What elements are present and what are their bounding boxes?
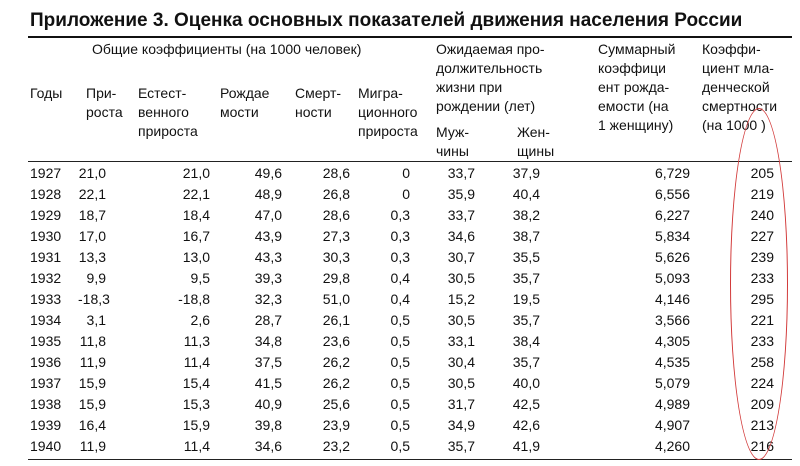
year-cell: 1931 [30,249,62,265]
women-life-cell: 40,4 [512,186,540,202]
births-cell: 39,3 [254,270,282,286]
births-header: Рождае мости [220,85,270,120]
migration-cell: 0,5 [390,354,410,370]
natural-growth-cell: 16,7 [182,228,210,244]
year-cell: 1927 [30,165,62,181]
year-cell: 1935 [30,333,62,349]
men-life-cell: 30,7 [447,249,475,265]
deaths-cell: 51,0 [322,291,350,307]
growth-cell: 11,8 [79,333,106,349]
migration-cell: 0 [402,186,410,202]
births-cell: 49,6 [254,165,282,181]
births-cell: 28,7 [254,312,282,328]
growth-cell: 22,1 [78,186,106,202]
fertility-cell: 6,227 [654,207,690,223]
natural-growth-cell: 13,0 [182,249,210,265]
deaths-cell: 29,8 [322,270,350,286]
fertility-cell: 4,989 [654,396,690,412]
growth-cell: 11,9 [79,354,106,370]
deaths-header: Смерт- ности [295,85,342,120]
deaths-cell: 26,2 [322,375,350,391]
infant-mortality-cell: 213 [750,417,774,433]
year-cell: 1937 [30,375,62,391]
growth-cell: 16,4 [78,417,106,433]
fertility-cell: 5,093 [654,270,690,286]
men-life-cell: 30,5 [447,270,475,286]
deaths-cell: 28,6 [322,165,350,181]
deaths-cell: 25,6 [322,396,350,412]
deaths-cell: 26,2 [322,354,350,370]
year-cell: 1932 [30,270,62,286]
women-life-cell: 37,9 [512,165,540,181]
migration-cell: 0,5 [390,375,410,391]
infant-mortality-cell: 239 [750,249,774,265]
women-life-cell: 38,2 [512,207,540,223]
fertility-cell: 3,566 [654,312,690,328]
growth-cell: 18,7 [78,207,106,223]
year-cell: 1930 [30,228,62,244]
fertility-cell: 4,146 [654,291,690,307]
infant-mortality-cell: 295 [750,291,774,307]
women-header: Жен- щины [517,124,555,159]
fertility-cell: 4,535 [654,354,690,370]
fertility-cell: 4,907 [654,417,690,433]
migration-cell: 0 [402,165,410,181]
infant-mortality-cell: 258 [750,354,774,370]
deaths-cell: 27,3 [322,228,350,244]
fertility-cell: 6,556 [654,186,690,202]
deaths-cell: 28,6 [322,207,350,223]
natural-growth-cell: 18,4 [182,207,210,223]
year-cell: 1940 [30,438,62,454]
women-life-cell: 35,7 [512,312,540,328]
natural-growth-cell: 15,3 [182,396,210,412]
migration-cell: 0,5 [390,333,410,349]
fertility-cell: 6,729 [654,165,690,181]
migration-cell: 0,5 [390,312,410,328]
growth-cell: 13,3 [78,249,106,265]
men-life-cell: 35,9 [447,186,475,202]
infant-mortality-cell: 219 [750,186,774,202]
migration-cell: 0,3 [390,228,410,244]
deaths-cell: 26,8 [322,186,350,202]
natural-growth-cell: 11,3 [183,333,210,349]
men-life-cell: 31,7 [447,396,475,412]
men-header: Муж- чины [436,124,470,159]
men-life-cell: 34,6 [447,228,475,244]
life-expectancy-header: Ожидаемая про- должительность жизни при рождении (лет) [436,41,545,114]
natural-growth-cell: 2,6 [190,312,210,328]
women-life-cell: 35,5 [512,249,540,265]
migration-cell: 0,4 [390,291,410,307]
natural-growth-cell: 22,1 [182,186,210,202]
growth-header: При- роста [86,85,123,120]
growth-cell: 11,9 [79,438,106,454]
growth-cell: 17,0 [78,228,106,244]
men-life-cell: 35,7 [447,438,475,454]
men-life-cell: 15,2 [447,291,475,307]
page-title: Приложение 3. Оценка основных показателей движения населения России [30,10,743,31]
fertility-cell: 5,079 [654,375,690,391]
men-life-cell: 30,5 [447,375,475,391]
women-life-cell: 38,4 [512,333,540,349]
deaths-cell: 23,6 [322,333,350,349]
men-life-cell: 30,5 [447,312,475,328]
infant-mortality-cell: 227 [750,228,774,244]
fertility-cell: 4,260 [654,438,690,454]
women-life-cell: 35,7 [512,354,540,370]
year-cell: 1928 [30,186,62,202]
births-cell: 40,9 [254,396,282,412]
fertility-cell: 5,626 [654,249,690,265]
births-cell: 41,5 [254,375,282,391]
growth-cell: -18,3 [78,291,110,307]
deaths-cell: 26,1 [322,312,350,328]
deaths-cell: 30,3 [322,249,350,265]
year-cell: 1938 [30,396,62,412]
general-coefficients-header: Общие коэффициенты (на 1000 человек) [92,41,362,57]
year-cell: 1934 [30,312,62,328]
year-cell: 1939 [30,417,62,433]
migration-cell: 0,3 [390,249,410,265]
men-life-cell: 34,9 [447,417,475,433]
women-life-cell: 19,5 [512,291,540,307]
natural-growth-header: Естест- венного прироста [138,85,198,139]
women-life-cell: 42,5 [512,396,540,412]
men-life-cell: 33,7 [447,207,475,223]
natural-growth-cell: -18,8 [178,291,210,307]
women-life-cell: 42,6 [512,417,540,433]
growth-cell: 21,0 [78,165,106,181]
infant-mortality-cell: 209 [750,396,774,412]
year-cell: 1936 [30,354,62,370]
deaths-cell: 23,2 [322,438,350,454]
year-cell: 1933 [30,291,62,307]
births-cell: 34,8 [254,333,282,349]
deaths-cell: 23,9 [322,417,350,433]
infant-mortality-cell: 205 [750,165,774,181]
migration-cell: 0,5 [390,396,410,412]
migration-cell: 0,4 [390,270,410,286]
years-header: Годы [30,85,63,101]
natural-growth-cell: 15,4 [182,375,210,391]
births-cell: 48,9 [254,186,282,202]
natural-growth-cell: 9,5 [190,270,210,286]
women-life-cell: 38,7 [512,228,540,244]
births-cell: 34,6 [254,438,282,454]
header-rule [28,161,792,162]
fertility-cell: 4,305 [654,333,690,349]
infant-mortality-cell: 216 [750,438,774,454]
births-cell: 39,8 [254,417,282,433]
growth-cell: 9,9 [86,270,106,286]
infant-mortality-header: Коэффи- циент мла- денческой смертности (на 1000 ) [702,41,778,133]
natural-growth-cell: 21,0 [182,165,210,181]
women-life-cell: 35,7 [512,270,540,286]
migration-header: Мигра- ционного прироста [358,85,418,139]
births-cell: 37,5 [254,354,282,370]
title-rule [28,36,792,38]
natural-growth-cell: 11,4 [183,354,210,370]
births-cell: 43,9 [254,228,282,244]
highlight-oval [730,108,788,460]
infant-mortality-cell: 233 [750,333,774,349]
infant-mortality-cell: 221 [750,312,774,328]
migration-cell: 0,5 [390,438,410,454]
year-cell: 1929 [30,207,62,223]
fertility-header: Суммарный коэффици ент рожда- емости (на 1 женщину) [598,41,676,133]
migration-cell: 0,5 [390,417,410,433]
women-life-cell: 40,0 [512,375,540,391]
infant-mortality-cell: 224 [750,375,774,391]
growth-cell: 3,1 [86,312,106,328]
births-cell: 32,3 [254,291,282,307]
migration-cell: 0,3 [390,207,410,223]
natural-growth-cell: 15,9 [182,417,210,433]
births-cell: 43,3 [254,249,282,265]
men-life-cell: 30,4 [447,354,475,370]
women-life-cell: 41,9 [512,438,540,454]
natural-growth-cell: 11,4 [183,438,210,454]
men-life-cell: 33,1 [447,333,475,349]
infant-mortality-cell: 240 [750,207,774,223]
growth-cell: 15,9 [78,375,106,391]
fertility-cell: 5,834 [654,228,690,244]
men-life-cell: 33,7 [447,165,475,181]
bottom-rule [28,459,792,460]
growth-cell: 15,9 [78,396,106,412]
infant-mortality-cell: 233 [750,270,774,286]
births-cell: 47,0 [254,207,282,223]
